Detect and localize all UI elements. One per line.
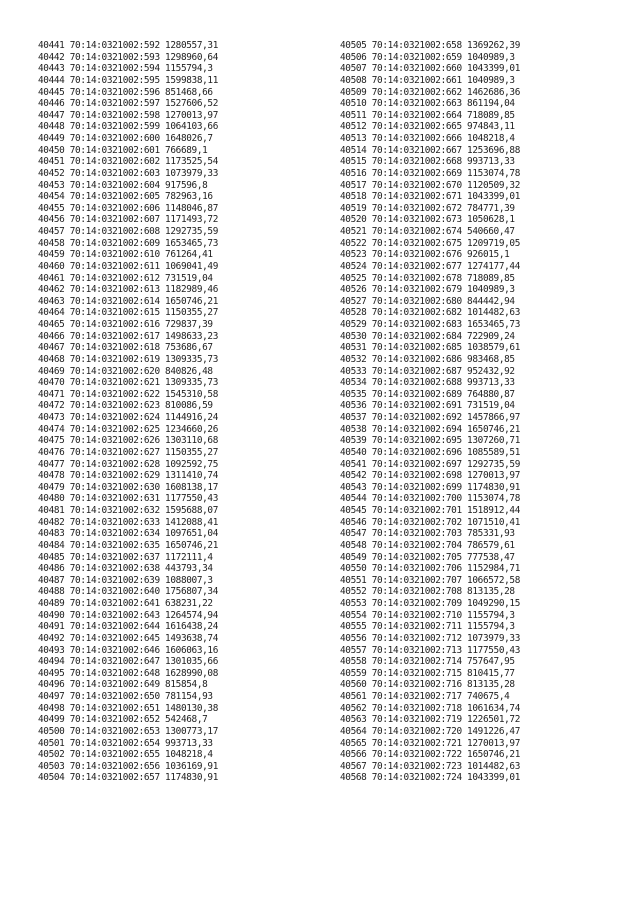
- list-row: 40560 70:14:0321002:716 813135,28: [340, 679, 515, 691]
- list-row: 40536 70:14:0321002:691 731519,04: [340, 400, 515, 412]
- list-row: 40493 70:14:0321002:646 1606063,16: [38, 644, 219, 656]
- list-row: 40544 70:14:0321002:700 1153074,78: [340, 493, 521, 505]
- list-row: 40517 70:14:0321002:670 1120509,32: [340, 179, 521, 191]
- list-row: 40474 70:14:0321002:625 1234660,26: [38, 423, 219, 435]
- list-row: 40494 70:14:0321002:647 1301035,66: [38, 656, 219, 668]
- list-row: 40543 70:14:0321002:699 1174830,91: [340, 481, 521, 493]
- list-row: 40502 70:14:0321002:655 1048218,4: [38, 749, 213, 761]
- list-row: 40477 70:14:0321002:628 1092592,75: [38, 458, 219, 470]
- list-row: 40563 70:14:0321002:719 1226501,72: [340, 714, 521, 726]
- list-row: 40495 70:14:0321002:648 1628990,08: [38, 667, 219, 679]
- list-row: 40561 70:14:0321002:717 740675,4: [340, 691, 510, 702]
- list-row: 40558 70:14:0321002:714 757647,95: [340, 656, 515, 668]
- list-row: 40491 70:14:0321002:644 1616438,24: [38, 621, 219, 633]
- list-row: 40472 70:14:0321002:623 810086,59: [38, 400, 213, 412]
- list-row: 40534 70:14:0321002:688 993713,33: [340, 377, 515, 389]
- list-row: 40501 70:14:0321002:654 993713,33: [38, 737, 213, 749]
- list-row: 40497 70:14:0321002:650 781154,93: [38, 691, 213, 702]
- list-row: 40547 70:14:0321002:703 785331,93: [340, 528, 515, 540]
- list-row: 40553 70:14:0321002:709 1049290,15: [340, 598, 521, 609]
- list-row: 40504 70:14:0321002:657 1174830,91: [38, 772, 219, 784]
- left-column: [38, 40, 218, 784]
- list-row: 40548 70:14:0321002:704 786579,61: [340, 539, 515, 551]
- list-row: 40549 70:14:0321002:705 777538,47: [340, 551, 515, 563]
- list-row: 40485 70:14:0321002:637 1172111,4: [38, 551, 213, 563]
- list-row: 40500 70:14:0321002:653 1300773,17: [38, 725, 219, 737]
- list-row: 40480 70:14:0321002:631 1177550,43: [38, 493, 219, 505]
- list-row: 40456 70:14:0321002:607 1171493,72: [38, 214, 219, 226]
- list-row: 40515 70:14:0321002:668 993713,33: [340, 156, 515, 168]
- list-row: 40512 70:14:0321002:665 974843,11: [340, 121, 515, 133]
- list-row: 40556 70:14:0321002:712 1073979,33: [340, 632, 521, 644]
- list-row: 40520 70:14:0321002:673 1050628,1: [340, 214, 515, 226]
- list-row: 40469 70:14:0321002:620 840826,48: [38, 365, 213, 377]
- list-row: 40522 70:14:0321002:675 1209719,05: [340, 237, 521, 249]
- list-row: 40540 70:14:0321002:696 1085589,51: [340, 446, 521, 458]
- list-row: 40490 70:14:0321002:643 1264574,94: [38, 609, 219, 621]
- list-row: 40508 70:14:0321002:661 1040989,3: [340, 74, 515, 86]
- list-row: 40568 70:14:0321002:724 1043399,01: [340, 772, 521, 784]
- list-row: 40476 70:14:0321002:627 1150355,27: [38, 446, 219, 458]
- list-row: 40468 70:14:0321002:619 1309335,73: [38, 353, 219, 365]
- list-row: 40523 70:14:0321002:676 926015,1: [340, 249, 510, 261]
- list-row: 40550 70:14:0321002:706 1152984,71: [340, 563, 521, 575]
- list-row: 40535 70:14:0321002:689 764880,87: [340, 388, 515, 400]
- list-row: 40445 70:14:0321002:596 851468,66: [38, 86, 213, 98]
- list-row: 40471 70:14:0321002:622 1545310,58: [38, 388, 219, 400]
- list-row: 40457 70:14:0321002:608 1292735,59: [38, 226, 219, 237]
- list-row: 40510 70:14:0321002:663 861194,04: [340, 98, 515, 110]
- list-row: 40564 70:14:0321002:720 1491226,47: [340, 725, 521, 737]
- list-row: 40496 70:14:0321002:649 815854,8: [38, 679, 208, 691]
- list-row: 40525 70:14:0321002:678 718089,85: [340, 272, 515, 284]
- list-row: 40511 70:14:0321002:664 718089,85: [340, 109, 515, 121]
- list-row: 40441 70:14:0321002:592 1280557,31: [38, 40, 219, 51]
- list-row: 40449 70:14:0321002:600 1648026,7: [38, 133, 213, 144]
- list-row: 40566 70:14:0321002:722 1650746,21: [340, 749, 521, 761]
- list-row: 40442 70:14:0321002:593 1298960,64: [38, 51, 219, 63]
- list-row: 40478 70:14:0321002:629 1311410,74: [38, 470, 219, 482]
- list-row: 40537 70:14:0321002:692 1457866,97: [340, 412, 521, 423]
- list-row: 40444 70:14:0321002:595 1599838,11: [38, 74, 219, 86]
- list-row: 40527 70:14:0321002:680 844442,94: [340, 295, 515, 307]
- list-row: 40538 70:14:0321002:694 1650746,21: [340, 423, 521, 435]
- list-row: 40452 70:14:0321002:603 1073979,33: [38, 167, 219, 179]
- list-row: 40533 70:14:0321002:687 952432,92: [340, 365, 515, 377]
- list-row: 40447 70:14:0321002:598 1270013,97: [38, 109, 219, 121]
- list-row: 40487 70:14:0321002:639 1088007,3: [38, 574, 213, 586]
- list-row: 40532 70:14:0321002:686 983468,85: [340, 353, 515, 365]
- list-row: 40451 70:14:0321002:602 1173525,54: [38, 156, 219, 168]
- list-row: 40513 70:14:0321002:666 1048218,4: [340, 133, 515, 144]
- list-row: 40475 70:14:0321002:626 1303110,68: [38, 435, 219, 447]
- list-row: 40455 70:14:0321002:606 1148046,87: [38, 202, 219, 214]
- list-row: 40465 70:14:0321002:616 729837,39: [38, 319, 213, 330]
- list-row: 40507 70:14:0321002:660 1043399,01: [340, 63, 521, 75]
- list-row: 40526 70:14:0321002:679 1040989,3: [340, 284, 515, 296]
- right-column: [340, 40, 520, 784]
- list-row: 40483 70:14:0321002:634 1097651,04: [38, 528, 219, 540]
- list-row: 40521 70:14:0321002:674 540660,47: [340, 226, 515, 237]
- list-row: 40466 70:14:0321002:617 1498633,23: [38, 330, 219, 342]
- list-row: 40446 70:14:0321002:597 1527606,52: [38, 98, 219, 110]
- list-row: 40539 70:14:0321002:695 1307260,71: [340, 435, 521, 447]
- list-row: 40488 70:14:0321002:640 1756807,34: [38, 586, 219, 598]
- list-row: 40552 70:14:0321002:708 813135,28: [340, 586, 515, 598]
- list-row: 40503 70:14:0321002:656 1036169,91: [38, 760, 219, 772]
- list-row: 40467 70:14:0321002:618 753686,67: [38, 342, 213, 354]
- list-row: 40459 70:14:0321002:610 761264,41: [38, 249, 213, 261]
- list-row: 40542 70:14:0321002:698 1270013,97: [340, 470, 521, 482]
- list-row: 40470 70:14:0321002:621 1309335,73: [38, 377, 219, 389]
- list-row: 40454 70:14:0321002:605 782963,16: [38, 191, 213, 203]
- list-row: 40473 70:14:0321002:624 1144916,24: [38, 412, 219, 423]
- list-row: 40559 70:14:0321002:715 810415,77: [340, 667, 515, 679]
- list-row: 40482 70:14:0321002:633 1412088,41: [38, 516, 219, 528]
- list-row: 40443 70:14:0321002:594 1155794,3: [38, 63, 213, 75]
- list-row: 40450 70:14:0321002:601 766689,1: [38, 144, 208, 156]
- list-row: 40524 70:14:0321002:677 1274177,44: [340, 260, 521, 272]
- list-row: 40554 70:14:0321002:710 1155794,3: [340, 609, 515, 621]
- list-row: 40460 70:14:0321002:611 1069041,49: [38, 260, 219, 272]
- list-row: 40484 70:14:0321002:635 1650746,21: [38, 539, 219, 551]
- list-row: 40498 70:14:0321002:651 1480130,38: [38, 702, 219, 714]
- list-row: 40516 70:14:0321002:669 1153074,78: [340, 167, 521, 179]
- list-row: 40545 70:14:0321002:701 1518912,44: [340, 505, 521, 516]
- list-row: 40531 70:14:0321002:685 1038579,61: [340, 342, 521, 354]
- list-row: 40541 70:14:0321002:697 1292735,59: [340, 458, 521, 470]
- list-row: 40463 70:14:0321002:614 1650746,21: [38, 295, 219, 307]
- list-row: 40509 70:14:0321002:662 1462686,36: [340, 86, 521, 98]
- list-row: 40565 70:14:0321002:721 1270013,97: [340, 737, 521, 749]
- list-row: 40506 70:14:0321002:659 1040989,3: [340, 51, 515, 63]
- list-row: 40489 70:14:0321002:641 638231,22: [38, 598, 213, 609]
- list-row: 40551 70:14:0321002:707 1066572,58: [340, 574, 521, 586]
- list-row: 40486 70:14:0321002:638 443793,34: [38, 563, 213, 575]
- list-row: 40518 70:14:0321002:671 1043399,01: [340, 191, 521, 203]
- list-row: 40530 70:14:0321002:684 722909,24: [340, 330, 515, 342]
- list-row: 40458 70:14:0321002:609 1653465,73: [38, 237, 219, 249]
- list-row: 40555 70:14:0321002:711 1155794,3: [340, 621, 515, 633]
- list-row: 40479 70:14:0321002:630 1608138,17: [38, 481, 219, 493]
- list-row: 40514 70:14:0321002:667 1253696,88: [340, 144, 521, 156]
- list-row: 40461 70:14:0321002:612 731519,04: [38, 272, 213, 284]
- list-row: 40505 70:14:0321002:658 1369262,39: [340, 40, 521, 51]
- list-row: 40499 70:14:0321002:652 542468,7: [38, 714, 208, 726]
- list-row: 40546 70:14:0321002:702 1071510,41: [340, 516, 521, 528]
- list-row: 40567 70:14:0321002:723 1014482,63: [340, 760, 521, 772]
- list-row: 40448 70:14:0321002:599 1064103,66: [38, 121, 219, 133]
- list-row: 40492 70:14:0321002:645 1493638,74: [38, 632, 219, 644]
- list-row: 40562 70:14:0321002:718 1061634,74: [340, 702, 521, 714]
- list-row: 40529 70:14:0321002:683 1653465,73: [340, 319, 521, 330]
- list-row: 40453 70:14:0321002:604 917596,8: [38, 179, 208, 191]
- list-row: 40557 70:14:0321002:713 1177550,43: [340, 644, 521, 656]
- list-row: 40528 70:14:0321002:682 1014482,63: [340, 307, 521, 319]
- list-row: 40519 70:14:0321002:672 784771,39: [340, 202, 515, 214]
- list-row: 40481 70:14:0321002:632 1595688,07: [38, 505, 219, 516]
- list-row: 40462 70:14:0321002:613 1182989,46: [38, 284, 219, 296]
- list-row: 40464 70:14:0321002:615 1150355,27: [38, 307, 219, 319]
